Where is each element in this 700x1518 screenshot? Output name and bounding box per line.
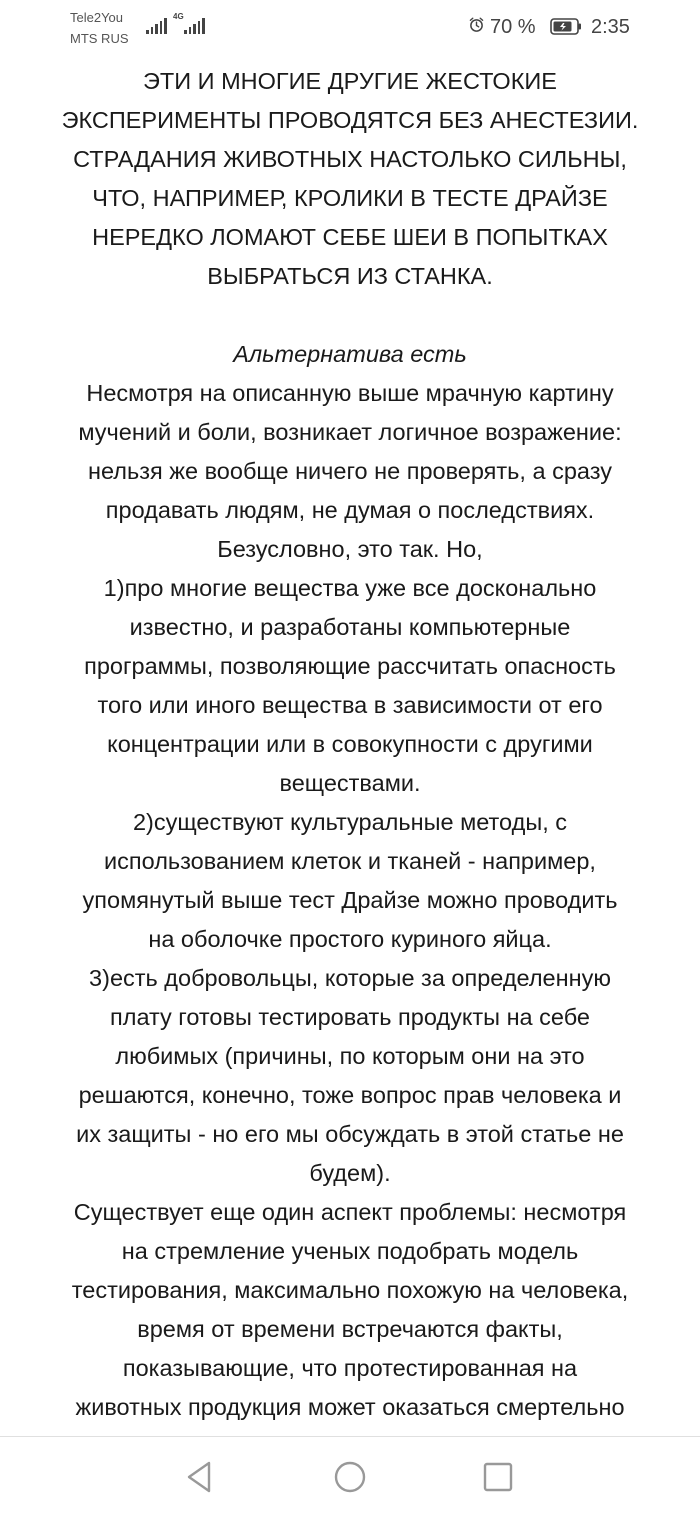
text-line: 3)есть добровольцы, которые за определенную: [89, 965, 611, 991]
alarm-icon: [469, 17, 484, 32]
text-line: Несмотря на описанную выше мрачную картину: [86, 380, 614, 406]
text-line: на оболочке простого куриного яйца.: [148, 926, 552, 952]
home-icon[interactable]: [332, 1459, 368, 1495]
text-line: будем).: [309, 1160, 391, 1186]
text-line: решаются, конечно, тоже вопрос прав человека и: [78, 1082, 622, 1108]
text-line: продавать людям, не думая о последствиях.: [105, 497, 595, 523]
text-line: время от времени встречаются факты,: [137, 1316, 563, 1342]
article-content: [30, 62, 670, 1436]
text-line: концентрации или в совокупности с другими: [107, 731, 593, 757]
text-line: известно, и разработаны компьютерные: [129, 614, 571, 640]
signal-icon: [146, 17, 167, 34]
text-line: упомянутый выше тест Драйзе можно проводить: [82, 887, 618, 913]
body-text: [30, 374, 670, 1466]
text-line: ЭКСПЕРИМЕНТЫ ПРОВОДЯТСЯ БЕЗ АНЕСТЕЗИИ.: [61, 107, 639, 133]
text-line: 1)про многие вещества уже все досконально: [103, 575, 597, 601]
recents-icon[interactable]: [480, 1459, 516, 1495]
text-line: на стремление ученых подобрать модель: [121, 1238, 579, 1264]
text-line: 2)существуют культуральные методы, с: [132, 809, 568, 835]
clock: 2:35: [591, 16, 630, 38]
text-line: того или иного вещества в зависимости от его: [97, 692, 603, 718]
text-line: тестирования, максимально похожую на человека,: [71, 1277, 629, 1303]
carrier-2-label: MTS RUS: [70, 31, 129, 46]
battery-percent: 70 %: [490, 16, 536, 38]
text-line: ЧТО, НАПРИМЕР, КРОЛИКИ В ТЕСТЕ ДРАЙЗЕ: [92, 185, 608, 211]
back-icon[interactable]: [182, 1459, 218, 1495]
text-line: мучений и боли, возникает логичное возражение:: [78, 419, 622, 445]
signal-icon: [184, 17, 205, 34]
text-line: Существует еще один аспект проблемы: несмотря: [73, 1199, 627, 1225]
carrier-labels: [70, 7, 129, 49]
battery-icon: [550, 18, 582, 35]
text-line: животных продукция может оказаться смертельно: [75, 1394, 625, 1420]
text-line: любимых (причины, по которым они на это: [115, 1043, 585, 1069]
text-line: их защиты - но его мы обсуждать в этой статье не: [76, 1121, 624, 1147]
text-line: НЕРЕДКО ЛОМАЮТ СЕБЕ ШЕИ В ПОПЫТКАХ: [92, 224, 608, 250]
text-line: программы, позволяющие рассчитать опасность: [84, 653, 616, 679]
navigation-bar: [0, 1436, 700, 1518]
text-line: показывающие, что протестированная на: [122, 1355, 578, 1381]
section-subheading: Альтернатива есть: [233, 341, 467, 367]
text-line: ЭТИ И МНОГИЕ ДРУГИЕ ЖЕСТОКИЕ: [143, 68, 557, 94]
carrier-1-label: Tele2You: [70, 10, 124, 25]
text-line: Безусловно, это так. Но,: [217, 536, 483, 562]
paragraph-gap: [30, 296, 670, 335]
intro-paragraph: [30, 62, 670, 296]
status-bar: [0, 0, 700, 56]
text-line: СТРАДАНИЯ ЖИВОТНЫХ НАСТОЛЬКО СИЛЬНЫ,: [73, 146, 627, 172]
text-line: веществами.: [279, 770, 421, 796]
text-line: использованием клеток и тканей - например,: [104, 848, 596, 874]
text-line: плату готовы тестировать продукты на себе: [110, 1004, 590, 1030]
text-line: ВЫБРАТЬСЯ ИЗ СТАНКА.: [207, 263, 493, 289]
text-line: нельзя же вообще ничего не проверять, а сразу: [88, 458, 612, 484]
network-type-label: 4G: [173, 12, 184, 21]
